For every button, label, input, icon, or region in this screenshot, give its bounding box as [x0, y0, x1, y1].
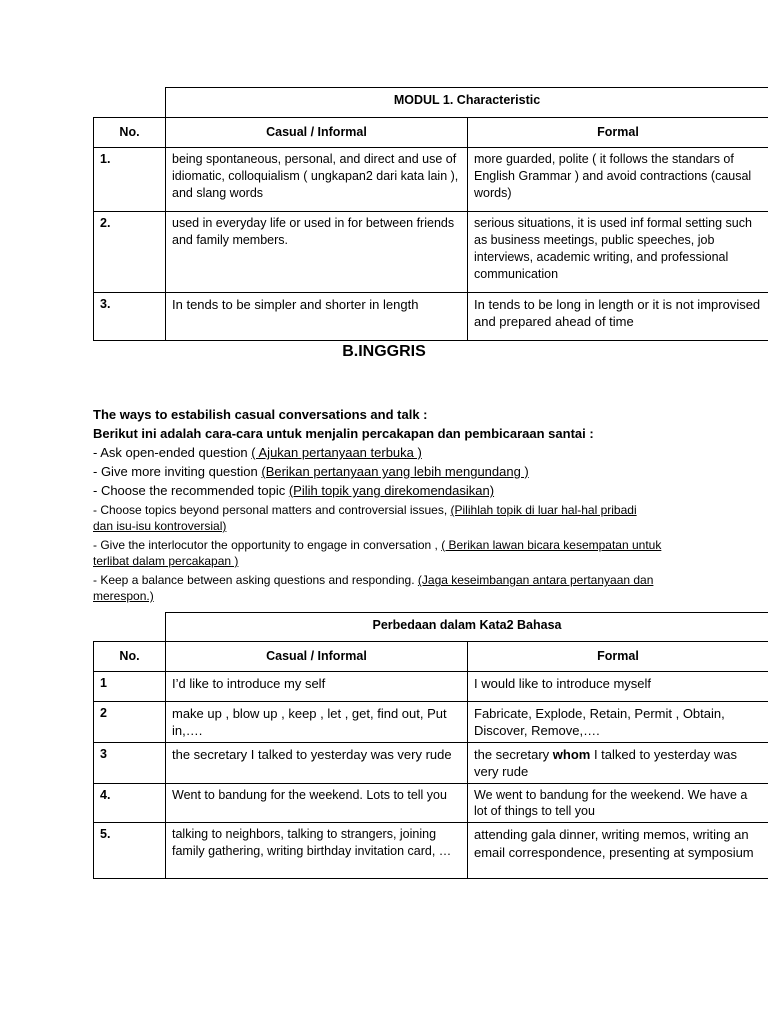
header-formal: Formal: [468, 118, 768, 148]
row-number: 2: [94, 702, 166, 743]
section-heading-en: The ways to estabilish casual conversations and talk :: [93, 407, 428, 422]
row-number: 5.: [94, 823, 166, 879]
casual-conversation-section: [93, 405, 768, 604]
header-formal: Formal: [468, 642, 768, 672]
table-row: [94, 823, 768, 879]
row-number: 4.: [94, 784, 166, 823]
row-number: 1: [94, 672, 166, 702]
characteristic-table: [93, 87, 768, 341]
row-number: 2.: [94, 212, 166, 293]
subject-title: B.INGGRIS: [342, 343, 426, 360]
table-row: [94, 702, 768, 743]
informal-cell: talking to neighbors, talking to strangers, joining family gathering, writing birthday invitation card, …: [166, 823, 468, 879]
table-row: [94, 212, 768, 293]
list-item: - Give the interlocutor the opportunity to engage in conversation , ( Berikan lawan bicara kesempatan untuk terlibat dalam percakapan ): [93, 538, 662, 568]
informal-cell: Went to bandung for the weekend. Lots to tell you: [166, 784, 468, 823]
formal-cell: the secretary whom I talked to yesterday was very rude: [468, 743, 768, 784]
header-no: No.: [94, 118, 166, 148]
formal-cell: I would like to introduce myself: [468, 672, 768, 702]
formal-cell: attending gala dinner, writing memos, writing an email correspondence, presenting at symposium: [468, 823, 768, 879]
list-item: - Choose topics beyond personal matters and controversial issues, (Pilihlah topik di luar hal-hal pribadi dan isu-isu kontroversial): [93, 503, 637, 533]
informal-cell: used in everyday life or used in for between friends and family members.: [166, 212, 468, 293]
list-item: - Ask open-ended question ( Ajukan pertanyaan terbuka ): [93, 445, 422, 460]
header-informal: Casual / Informal: [166, 642, 468, 672]
informal-cell: In tends to be simpler and shorter in length: [166, 293, 468, 341]
formal-cell: In tends to be long in length or it is not improvised and prepared ahead of time: [468, 293, 768, 341]
row-number: 1.: [94, 148, 166, 212]
emphasis-word: whom: [552, 747, 591, 762]
formal-cell: Fabricate, Explode, Retain, Permit , Obtain, Discover, Remove,….: [468, 702, 768, 743]
table-row: [94, 743, 768, 784]
table-title-row: [94, 88, 768, 118]
table-row: [94, 784, 768, 823]
table-title: Perbedaan dalam Kata2 Bahasa: [166, 613, 768, 642]
formal-cell: serious situations, it is used inf formal setting such as business meetings, public speeches, job interviews, academic writing, and professional communication: [468, 212, 768, 293]
informal-cell: the secretary I talked to yesterday was very rude: [166, 743, 468, 784]
word-differences-table: [93, 612, 768, 879]
row-number: 3: [94, 743, 166, 784]
row-number: 3.: [94, 293, 166, 341]
table-title-row: [94, 613, 768, 642]
table-row: [94, 672, 768, 702]
header-no: No.: [94, 642, 166, 672]
table-title: MODUL 1. Characteristic: [166, 88, 768, 118]
section-heading-id: Berikut ini adalah cara-cara untuk menjalin percakapan dan pembicaraan santai :: [93, 426, 594, 441]
table-row: [94, 293, 768, 341]
formal-cell: We went to bandung for the weekend. We have a lot of things to tell you: [468, 784, 768, 823]
list-item: - Keep a balance between asking questions and responding. (Jaga keseimbangan antara pertanyaan dan merespon.): [93, 573, 654, 603]
header-informal: Casual / Informal: [166, 118, 468, 148]
informal-cell: I’d like to introduce my self: [166, 672, 468, 702]
table-header-row: [94, 118, 768, 148]
table-header-row: [94, 642, 768, 672]
informal-cell: make up , blow up , keep , let , get, find out, Put in,….: [166, 702, 468, 743]
table-row: [94, 148, 768, 212]
list-item: - Give more inviting question (Berikan pertanyaan yang lebih mengundang ): [93, 464, 529, 479]
informal-cell: being spontaneous, personal, and direct and use of idiomatic, colloquialism ( ungkapan2 dari kata lain ), and slang words: [166, 148, 468, 212]
list-item: - Choose the recommended topic (Pilih topik yang direkomendasikan): [93, 483, 495, 498]
formal-cell: more guarded, polite ( it follows the standars of English Grammar ) and avoid contractions (causal words): [468, 148, 768, 212]
